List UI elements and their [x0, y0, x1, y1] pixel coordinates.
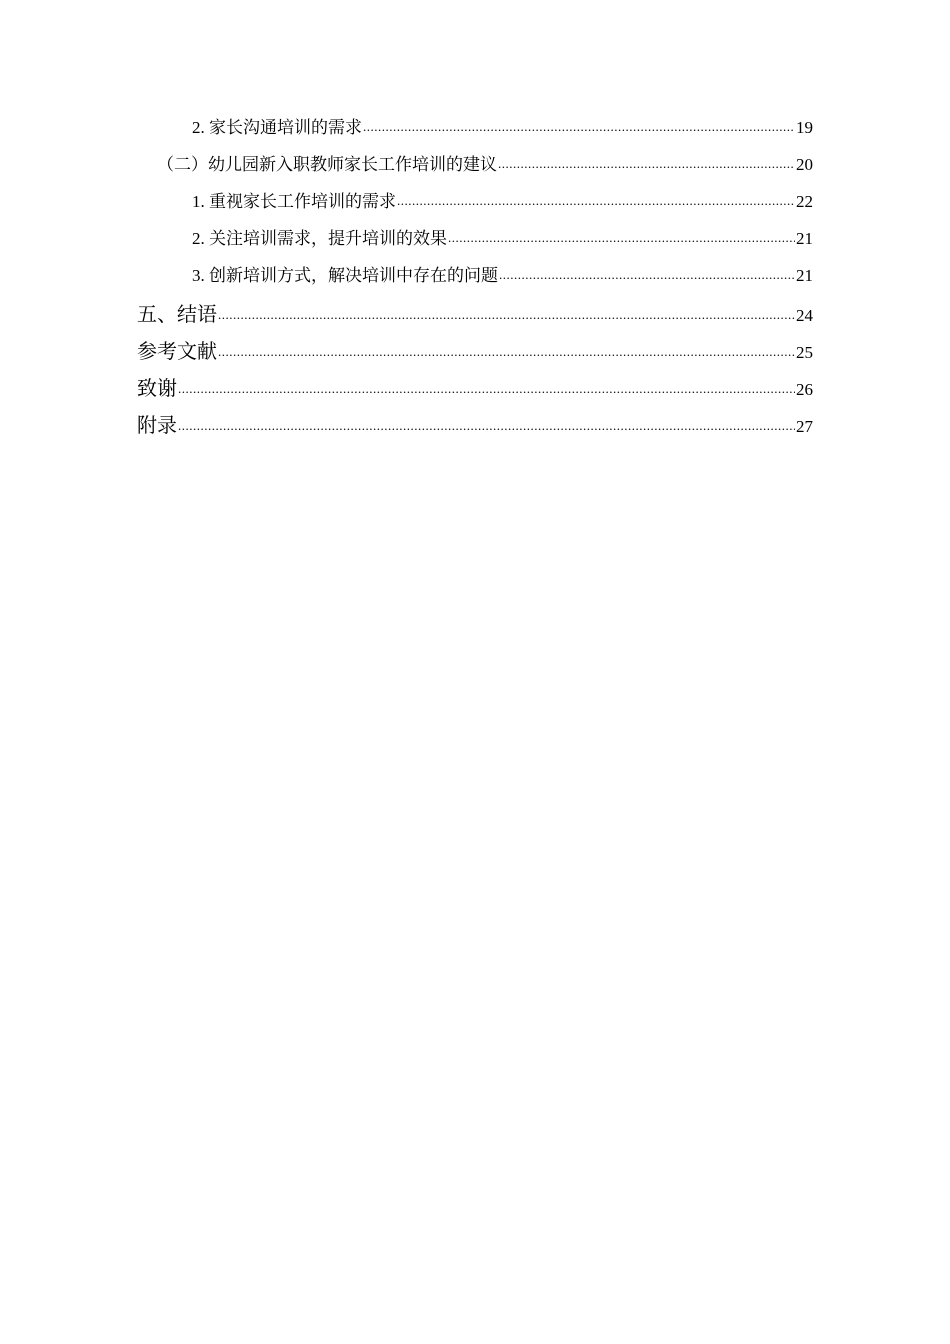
toc-page-number: 19 — [796, 118, 813, 137]
toc-entry-title: 3. 创新培训方式，解决培训中存在的问题 — [192, 266, 498, 285]
toc-dot-leader — [363, 119, 795, 135]
toc-entry-title: 2. 关注培训需求，提升培训的效果 — [192, 229, 447, 248]
toc-entry[interactable] — [0, 372, 950, 409]
toc-entry-title: 五、结语 — [137, 302, 217, 326]
toc-dot-leader — [178, 381, 795, 397]
toc-entry[interactable] — [0, 335, 950, 372]
toc-page-number: 20 — [796, 155, 813, 174]
toc-entry[interactable] — [0, 409, 950, 446]
toc-page-number: 26 — [796, 380, 813, 399]
toc-entry-title: 致谢 — [137, 376, 177, 400]
toc-entry[interactable] — [0, 224, 950, 261]
table-of-contents — [0, 113, 950, 446]
toc-dot-leader — [178, 418, 795, 434]
toc-entry[interactable] — [0, 150, 950, 187]
toc-dot-leader — [499, 267, 795, 283]
toc-dot-leader — [218, 307, 795, 323]
toc-entry[interactable] — [0, 298, 950, 335]
toc-entry[interactable] — [0, 187, 950, 224]
toc-entry-title: 1. 重视家长工作培训的需求 — [192, 192, 396, 211]
toc-page-number: 21 — [796, 266, 813, 285]
toc-entry-title: 参考文献 — [137, 339, 217, 363]
toc-entry[interactable] — [0, 261, 950, 298]
toc-entry-title: 附录 — [137, 413, 177, 437]
toc-page-number: 24 — [796, 306, 813, 325]
toc-entry-title: （二）幼儿园新入职教师家长工作培训的建议 — [157, 155, 497, 174]
toc-dot-leader — [397, 193, 795, 209]
toc-dot-leader — [218, 344, 795, 360]
toc-dot-leader — [448, 230, 795, 246]
toc-page-number: 21 — [796, 229, 813, 248]
toc-page-number: 27 — [796, 417, 813, 436]
toc-entry[interactable] — [0, 113, 950, 150]
toc-dot-leader — [498, 156, 795, 172]
toc-page-number: 25 — [796, 343, 813, 362]
toc-entry-title: 2. 家长沟通培训的需求 — [192, 118, 362, 137]
toc-page-number: 22 — [796, 192, 813, 211]
